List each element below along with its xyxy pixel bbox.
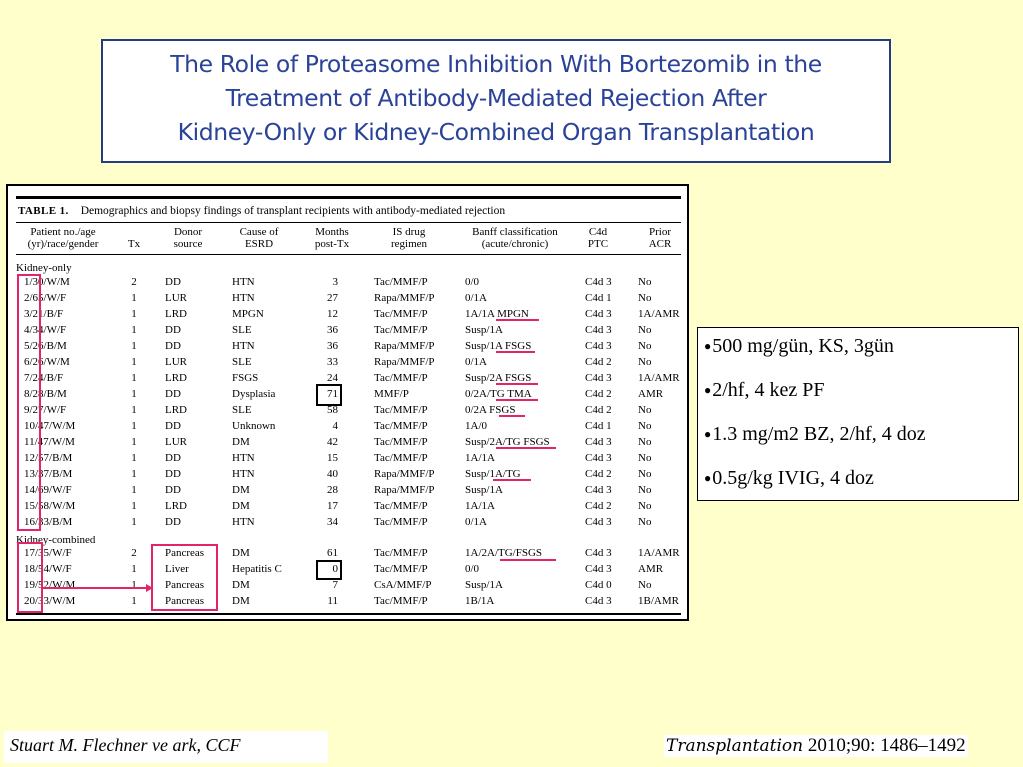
- header-patient-1: Patient no./age: [30, 226, 96, 238]
- cell-tx: 1: [131, 388, 137, 400]
- cell-acr: No: [638, 276, 652, 288]
- cell-patient: 2/65/W/F: [24, 292, 67, 304]
- cell-patient: 11/47/W/M: [24, 436, 75, 448]
- cell-acr: 1B/AMR: [638, 595, 679, 607]
- table-label: TABLE 1.: [18, 205, 69, 217]
- bullet-item: [704, 468, 1018, 488]
- cell-banff: 0/2A FSGS: [465, 404, 516, 416]
- cell-cause: HTN: [232, 340, 255, 352]
- slide-title: [101, 39, 891, 163]
- section-kidney-only: Kidney-only: [16, 262, 72, 274]
- header-cause: [228, 226, 290, 250]
- cell-banff: Susp/1A/TG: [465, 468, 521, 480]
- max-months-box: [316, 384, 342, 406]
- cell-is: Rapa/MMF/P: [374, 484, 435, 496]
- title-line-3: Kidney-Only or Kidney-Combined Organ Transplantation: [177, 118, 815, 146]
- cell-cause: FSGS: [232, 372, 259, 384]
- citation: [664, 735, 968, 757]
- cell-donor: LUR: [165, 292, 187, 304]
- cell-months: 71: [327, 388, 338, 400]
- cell-tx: 1: [131, 308, 137, 320]
- cell-c4d: C4d 3: [585, 276, 612, 288]
- cell-tx: 1: [131, 484, 137, 496]
- title-line-2: Treatment of Antibody-Mediated Rejection After: [225, 84, 767, 112]
- cell-acr: No: [638, 340, 652, 352]
- cell-c4d: C4d 3: [585, 595, 612, 607]
- cell-donor: LUR: [165, 356, 187, 368]
- cell-months: 0: [332, 563, 338, 575]
- bullet-item: [704, 424, 1018, 444]
- min-months-box: [316, 560, 342, 580]
- cell-c4d: C4d 3: [585, 308, 612, 320]
- header-acr: [636, 226, 684, 250]
- header-acr-1: Prior: [649, 226, 671, 238]
- cell-cause: SLE: [232, 404, 252, 416]
- header-patient-2: (yr)/race/gender: [27, 238, 99, 250]
- cell-months: 12: [327, 308, 338, 320]
- cell-donor: DD: [165, 484, 181, 496]
- cell-cause: DM: [232, 579, 250, 591]
- bullet-text: 500 mg/gün, KS, 3gün: [712, 335, 894, 357]
- cell-donor: DD: [165, 452, 181, 464]
- cell-banff: Susp/1A: [465, 484, 503, 496]
- cell-is: Tac/MMF/P: [374, 595, 428, 607]
- highlight-underline: [496, 351, 535, 353]
- cell-banff: 1A/0: [465, 420, 487, 432]
- cell-months: 36: [327, 324, 338, 336]
- cell-months: 33: [327, 356, 338, 368]
- cell-donor: DD: [165, 516, 181, 528]
- cell-tx: 1: [131, 579, 137, 591]
- cell-patient: 18/54/W/F: [24, 563, 72, 575]
- cell-cause: HTN: [232, 452, 255, 464]
- cell-months: 36: [327, 340, 338, 352]
- cell-tx: 1: [131, 356, 137, 368]
- highlight-underline: [499, 415, 525, 417]
- cell-c4d: C4d 2: [585, 388, 612, 400]
- header-banff-2: (acute/chronic): [481, 238, 549, 250]
- cell-patient: 19/52/W/M: [24, 579, 76, 591]
- cell-months: 28: [327, 484, 338, 496]
- kidney-only-patient-highlight: [17, 274, 41, 531]
- header-banff-1: Banff classification: [472, 226, 558, 238]
- cell-is: Tac/MMF/P: [374, 452, 428, 464]
- cell-c4d: C4d 3: [585, 452, 612, 464]
- cell-acr: 1A/AMR: [638, 547, 680, 559]
- header-months-2: post-Tx: [314, 238, 350, 250]
- cell-months: 11: [327, 595, 338, 607]
- cell-cause: SLE: [232, 324, 252, 336]
- table-caption: [18, 205, 505, 217]
- cell-months: 24: [327, 372, 338, 384]
- cell-donor: Pancreas: [165, 547, 205, 559]
- table-figure: [6, 184, 689, 621]
- cell-months: 40: [327, 468, 338, 480]
- cell-months: 27: [327, 292, 338, 304]
- cell-is: CsA/MMF/P: [374, 579, 432, 591]
- cell-tx: 1: [131, 452, 137, 464]
- cell-patient: 20/33/W/M: [24, 595, 76, 607]
- cell-c4d: C4d 2: [585, 500, 612, 512]
- cell-acr: 1A/AMR: [638, 372, 680, 384]
- cell-acr: No: [638, 324, 652, 336]
- cell-banff: 1A/1A: [465, 500, 495, 512]
- cell-acr: No: [638, 436, 652, 448]
- cell-cause: DM: [232, 500, 250, 512]
- cell-tx: 1: [131, 372, 137, 384]
- cell-donor: DD: [165, 388, 181, 400]
- cell-banff: 0/1A: [465, 516, 487, 528]
- cell-is: Tac/MMF/P: [374, 404, 428, 416]
- cell-cause: Dysplasia: [232, 388, 276, 400]
- bullet-text: 0.5g/kg IVIG, 4 doz: [712, 467, 874, 489]
- cell-banff: 1A/1A MPGN: [465, 308, 529, 320]
- cell-months: 17: [327, 500, 338, 512]
- bullet-text: 1.3 mg/m2 BZ, 2/hf, 4 doz: [712, 423, 926, 445]
- cell-patient: 5/26/B/M: [24, 340, 67, 352]
- cell-cause: HTN: [232, 276, 255, 288]
- cell-tx: 1: [131, 420, 137, 432]
- cell-c4d: C4d 3: [585, 340, 612, 352]
- cell-patient: 14/69/W/F: [24, 484, 72, 496]
- cell-c4d: C4d 0: [585, 579, 612, 591]
- cell-cause: HTN: [232, 292, 255, 304]
- cell-tx: 1: [131, 563, 137, 575]
- cell-is: Tac/MMF/P: [374, 500, 428, 512]
- cell-patient: 3/21/B/F: [24, 308, 64, 320]
- cell-patient: 6/26/W/M: [24, 356, 70, 368]
- cell-tx: 1: [131, 436, 137, 448]
- bullet-text: 2/hf, 4 kez PF: [712, 379, 825, 401]
- cell-patient: 7/24/B/F: [24, 372, 64, 384]
- cell-patient: 4/34/W/F: [24, 324, 67, 336]
- cell-patient: 10/47/W/M: [24, 420, 76, 432]
- cell-c4d: C4d 3: [585, 324, 612, 336]
- cell-banff: 1B/1A: [465, 595, 495, 607]
- cell-c4d: C4d 2: [585, 356, 612, 368]
- cell-acr: No: [638, 500, 652, 512]
- cell-months: 3: [332, 276, 338, 288]
- cell-donor: DD: [165, 340, 181, 352]
- cell-is: Rapa/MMF/P: [374, 356, 435, 368]
- highlight-underline: [493, 479, 531, 481]
- cell-c4d: C4d 3: [585, 547, 612, 559]
- cell-banff: 0/1A: [465, 292, 487, 304]
- cell-tx: 1: [131, 340, 137, 352]
- cell-patient: 15/58/W/M: [24, 500, 76, 512]
- header-tx: Tx: [127, 238, 141, 250]
- cell-patient: 8/28/B/M: [24, 388, 67, 400]
- cell-acr: No: [638, 420, 652, 432]
- bullet-dot-icon: ●: [704, 471, 712, 485]
- cell-banff: 1A/2A/TG/FSGS: [465, 547, 543, 559]
- cell-cause: DM: [232, 484, 250, 496]
- cell-patient: 13/37/B/M: [24, 468, 73, 480]
- cell-months: 42: [327, 436, 338, 448]
- cell-c4d: C4d 3: [585, 436, 612, 448]
- cell-months: 4: [332, 420, 338, 432]
- cell-acr: 1A/AMR: [638, 308, 680, 320]
- header-is-1: IS drug: [392, 226, 426, 238]
- donor-source-highlight: [151, 544, 218, 611]
- header-c4d-2: PTC: [587, 238, 609, 250]
- highlight-underline: [496, 399, 538, 401]
- header-rule-bottom: [16, 254, 681, 255]
- cell-donor: DD: [165, 420, 181, 432]
- cell-tx: 1: [131, 324, 137, 336]
- section-kidney-combined: Kidney-combined: [16, 534, 96, 546]
- cell-donor: LUR: [165, 436, 187, 448]
- bullet-dot-icon: ●: [704, 383, 712, 397]
- cell-is: Tac/MMF/P: [374, 563, 428, 575]
- cell-is: Tac/MMF/P: [374, 436, 428, 448]
- cell-is: Rapa/MMF/P: [374, 340, 435, 352]
- cell-acr: No: [638, 484, 652, 496]
- cell-banff: 0/1A: [465, 356, 487, 368]
- cell-acr: No: [638, 516, 652, 528]
- cell-banff: 0/0: [465, 276, 480, 288]
- header-c4d: [580, 226, 616, 250]
- top-rule: [16, 196, 681, 199]
- cell-donor: DD: [165, 468, 181, 480]
- cell-tx: 1: [131, 595, 137, 607]
- cell-patient: 1/30/W/M: [24, 276, 70, 288]
- bullet-item: [704, 380, 1018, 400]
- cell-tx: 2: [131, 276, 137, 288]
- highlight-underline: [496, 447, 556, 449]
- cell-acr: No: [638, 404, 652, 416]
- header-donor: [160, 226, 216, 250]
- cell-months: 58: [327, 404, 338, 416]
- cell-cause: SLE: [232, 356, 252, 368]
- header-is-2: regimen: [390, 238, 428, 250]
- cell-c4d: C4d 2: [585, 468, 612, 480]
- cell-tx: 1: [131, 468, 137, 480]
- cell-donor: DD: [165, 324, 181, 336]
- bullet-dot-icon: ●: [704, 427, 712, 441]
- cell-acr: AMR: [638, 388, 664, 400]
- header-cause-2: ESRD: [244, 238, 274, 250]
- citation-details: 2010;90: 1486–1492: [807, 735, 966, 756]
- cell-cause: HTN: [232, 468, 255, 480]
- cell-donor: Pancreas: [165, 595, 205, 607]
- header-banff: [460, 226, 570, 250]
- highlight-underline: [496, 319, 539, 321]
- cell-patient: 9/27/W/F: [24, 404, 67, 416]
- cell-patient: 16/33/B/M: [24, 516, 73, 528]
- cell-donor: LRD: [165, 500, 187, 512]
- cell-donor: LRD: [165, 404, 187, 416]
- cell-cause: MPGN: [232, 308, 264, 320]
- cell-banff: 1A/1A: [465, 452, 495, 464]
- cell-is: Rapa/MMF/P: [374, 468, 435, 480]
- cell-tx: 1: [131, 404, 137, 416]
- cell-cause: HTN: [232, 516, 255, 528]
- cell-cause: Hepatitis C: [232, 563, 282, 575]
- cell-is: Tac/MMF/P: [374, 516, 428, 528]
- cell-is: Tac/MMF/P: [374, 420, 428, 432]
- cell-donor: Pancreas: [165, 579, 205, 591]
- cell-acr: No: [638, 292, 652, 304]
- cell-c4d: C4d 3: [585, 372, 612, 384]
- title-line-1: The Role of Proteasome Inhibition With Bortezomib in the: [170, 50, 822, 78]
- cell-acr: No: [638, 579, 652, 591]
- header-donor-1: Donor: [173, 226, 203, 238]
- journal-name: Transplantation: [666, 736, 804, 756]
- cell-banff: Susp/2A FSGS: [465, 372, 532, 384]
- cell-banff: 0/0: [465, 563, 480, 575]
- cell-is: Tac/MMF/P: [374, 324, 428, 336]
- cell-banff: Susp/1A: [465, 324, 503, 336]
- cell-donor: LRD: [165, 308, 187, 320]
- cell-cause: Unknown: [232, 420, 276, 432]
- cell-c4d: C4d 1: [585, 292, 612, 304]
- cell-c4d: C4d 3: [585, 516, 612, 528]
- header-months-1: Months: [315, 226, 349, 238]
- cell-acr: No: [638, 468, 652, 480]
- header-c4d-1: C4d: [588, 226, 608, 238]
- table-caption-text: Demographics and biopsy findings of transplant recipients with antibody-mediated rejection: [80, 205, 506, 217]
- header-cause-1: Cause of: [239, 226, 279, 238]
- cell-is: Rapa/MMF/P: [374, 292, 435, 304]
- cell-tx: 1: [131, 500, 137, 512]
- cell-c4d: C4d 3: [585, 563, 612, 575]
- highlight-underline: [500, 559, 556, 561]
- cell-banff: 0/2A/TG TMA: [465, 388, 532, 400]
- cell-donor: LRD: [165, 372, 187, 384]
- cell-tx: 1: [131, 292, 137, 304]
- cell-banff: Susp/1A: [465, 579, 503, 591]
- cell-months: 34: [327, 516, 338, 528]
- cell-donor: DD: [165, 276, 181, 288]
- bottom-rule: [16, 613, 681, 615]
- cell-c4d: C4d 3: [585, 484, 612, 496]
- cell-months: 61: [327, 547, 338, 559]
- header-acr-2: ACR: [648, 238, 672, 250]
- cell-is: Tac/MMF/P: [374, 308, 428, 320]
- cell-cause: DM: [232, 436, 250, 448]
- cell-acr: AMR: [638, 563, 664, 575]
- cell-tx: 2: [131, 547, 137, 559]
- cell-patient: 17/35/W/F: [24, 547, 72, 559]
- cell-months: 7: [332, 579, 338, 591]
- bullet-item: [704, 336, 1018, 356]
- kidney-combined-patient-highlight: [17, 542, 43, 613]
- header-is: [374, 226, 444, 250]
- dosing-notes: [697, 327, 1019, 501]
- cell-is: Tac/MMF/P: [374, 276, 428, 288]
- cell-banff: Susp/2A/TG FSGS: [465, 436, 550, 448]
- cell-acr: No: [638, 452, 652, 464]
- cell-is: Tac/MMF/P: [374, 372, 428, 384]
- bullet-dot-icon: ●: [704, 339, 712, 353]
- cell-months: 15: [327, 452, 338, 464]
- author-credit: Stuart M. Flechner ve ark, CCF: [4, 731, 328, 763]
- header-months: [306, 226, 358, 250]
- cell-donor: Liver: [165, 563, 189, 575]
- cell-acr: No: [638, 356, 652, 368]
- cell-c4d: C4d 1: [585, 420, 612, 432]
- header-rule-top: [16, 222, 681, 223]
- cell-is: MMF/P: [374, 388, 409, 400]
- cell-cause: DM: [232, 547, 250, 559]
- cell-is: Tac/MMF/P: [374, 547, 428, 559]
- cell-banff: Susp/1A FSGS: [465, 340, 532, 352]
- header-donor-2: source: [173, 238, 203, 250]
- highlight-underline: [496, 383, 538, 385]
- header-patient: [18, 226, 108, 250]
- cell-tx: 1: [131, 516, 137, 528]
- cell-patient: 12/57/B/M: [24, 452, 73, 464]
- cell-cause: DM: [232, 595, 250, 607]
- cell-c4d: C4d 2: [585, 404, 612, 416]
